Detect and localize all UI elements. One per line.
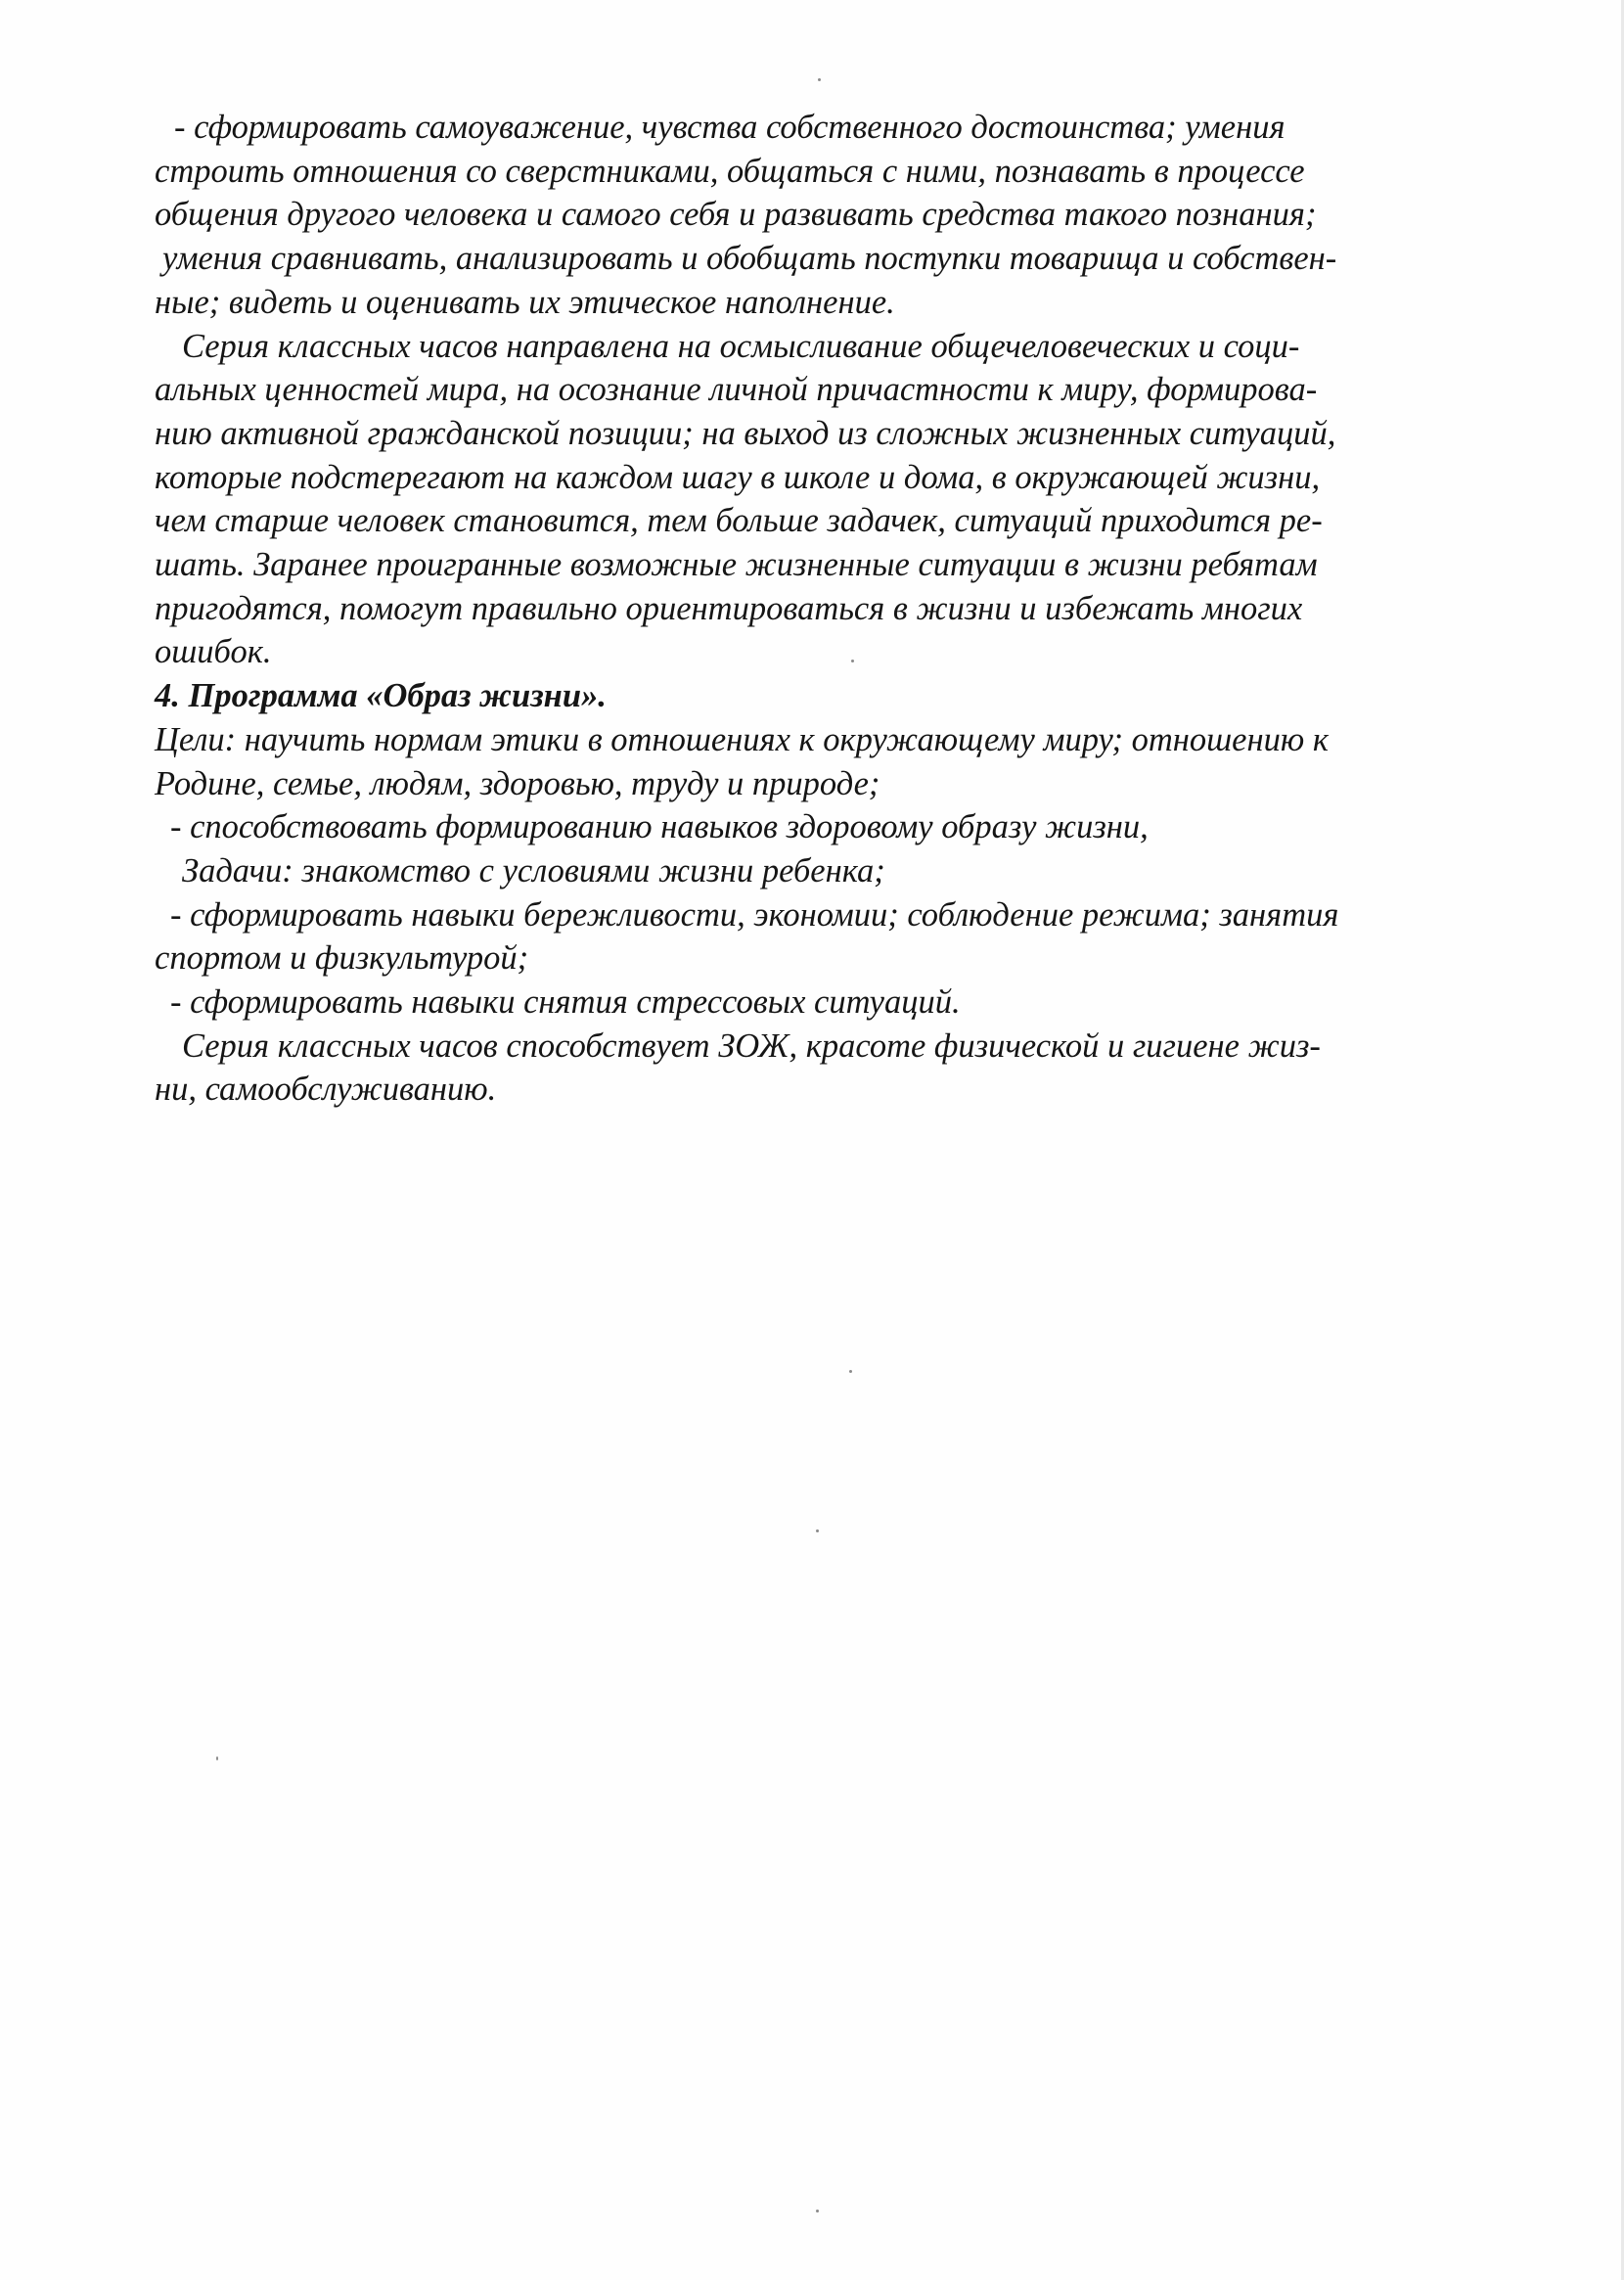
text-line: общения другого человека и самого себя и развивать средства такого познания;	[155, 196, 1317, 234]
text-line: шать. Заранее проигранные возможные жизненные ситуации в жизни ребятам	[155, 546, 1318, 584]
document-body	[155, 106, 1505, 1112]
text-line: - сформировать самоуважение, чувства собственного достоинства; умения	[174, 109, 1286, 146]
text-line: ни, самообслуживанию.	[155, 1071, 497, 1109]
scan-speck	[816, 1529, 819, 1532]
text-line: - сформировать навыки снятия стрессовых ситуаций.	[170, 983, 961, 1022]
text-line: чем старше человек становится, тем больше задачек, ситуаций приходится ре-	[155, 502, 1323, 540]
text-line: Задачи: знакомство с условиями жизни ребенка;	[182, 851, 885, 889]
text-line: спортом и физкультурой;	[155, 939, 529, 978]
text-line: - способствовать формированию навыков здоровому образу жизни,	[170, 808, 1149, 846]
text-line: - сформировать навыки бережливости, экономии; соблюдение режима; занятия	[170, 895, 1339, 934]
scan-speck	[216, 1756, 218, 1760]
text-line: Серия классных часов направлена на осмысливание общечеловеческих и соци-	[182, 327, 1300, 365]
text-line: нию активной гражданской позиции; на выход из сложных жизненных ситуаций,	[155, 414, 1336, 452]
text-line: альных ценностей мира, на осознание личной причастности к миру, формирова-	[155, 371, 1318, 409]
text-line: Цели: научить нормам этики в отношениях к окружающему миру; отношению к	[155, 720, 1329, 758]
text-line: Родине, семье, людям, здоровью, труду и природе;	[155, 764, 880, 802]
scan-speck	[818, 78, 821, 81]
text-line: ошибок.	[155, 633, 272, 671]
section-heading: 4. Программа «Образ жизни».	[155, 677, 607, 715]
text-line: пригодятся, помогут правильно ориентироваться в жизни и избежать многих	[155, 589, 1303, 627]
text-line: ные; видеть и оценивать их этическое наполнение.	[155, 283, 895, 321]
scan-speck	[816, 2210, 819, 2212]
text-line: которые подстерегают на каждом шагу в школе и дома, в окружающей жизни,	[155, 458, 1321, 496]
scan-speck	[849, 1370, 852, 1373]
text-line: строить отношения со сверстниками, общаться с ними, познавать в процессе	[155, 152, 1305, 190]
text-line: умения сравнивать, анализировать и обобщать поступки товарища и собствен-	[162, 240, 1337, 278]
text-line: Серия классных часов способствует ЗОЖ, красоте физической и гигиене жиз-	[182, 1026, 1321, 1065]
